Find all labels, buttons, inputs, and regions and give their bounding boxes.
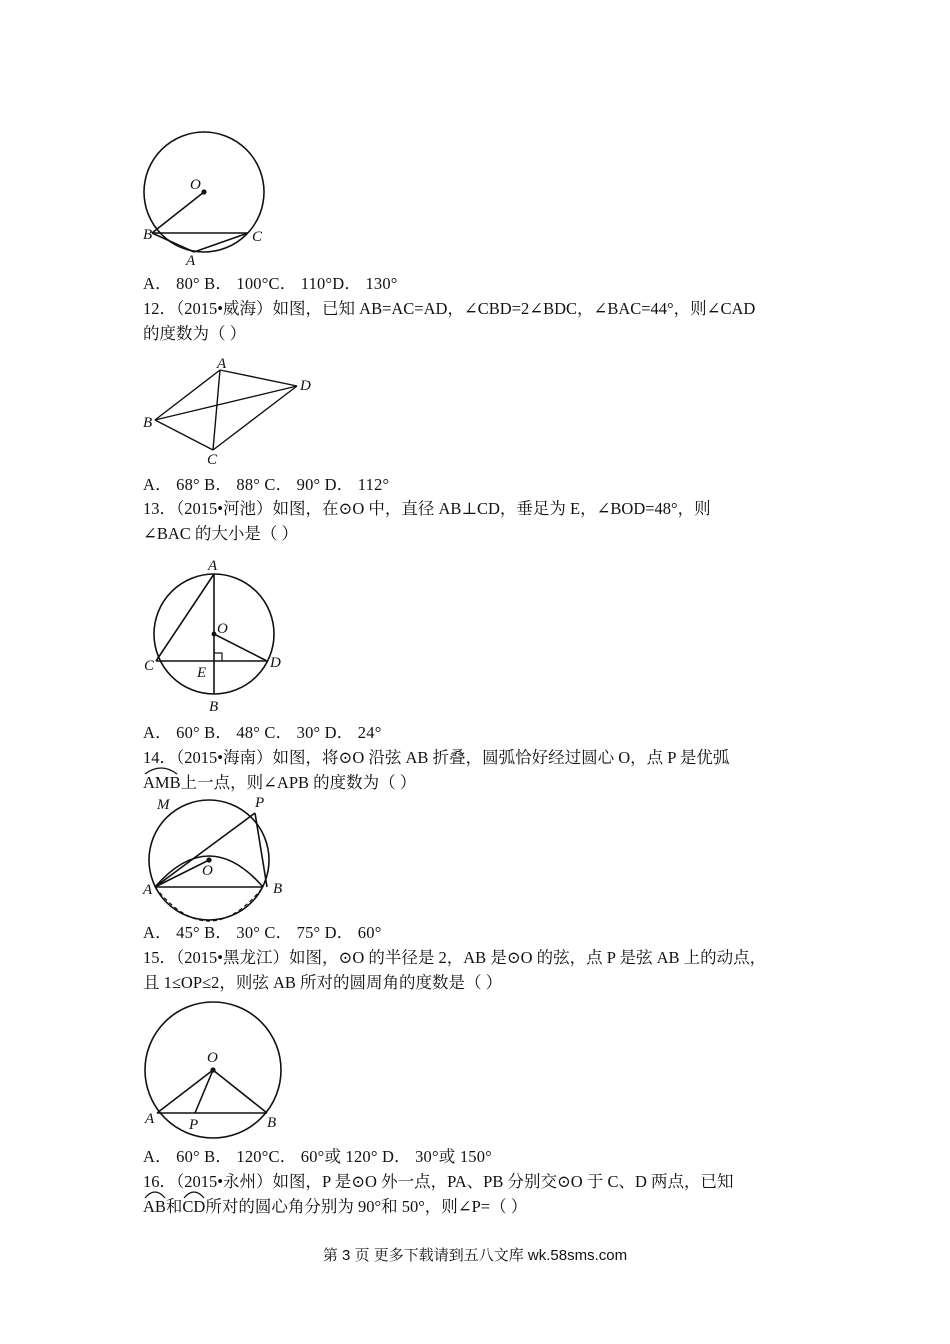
q11-options: A． 80° B． 100°C． 110°D． 130° [143,274,398,293]
q14-stem-line2 [143,771,416,795]
label-D: D [270,655,281,671]
q13-figure [135,555,305,720]
page-footer: 第 3 页 更多下载请到五八文库 wk.58sms.com [322,1247,628,1264]
q12-options: A． 68° B． 88° C． 90° D． 112° [143,475,390,494]
q16-and: 和 [165,1197,183,1216]
q13-stem-line2: ∠BAC 的大小是（ ） [143,524,299,543]
arc-CD [182,1195,205,1219]
label-O: O [207,1050,218,1066]
label-B: B [143,227,153,243]
q15-stem-line1: 15．（2015•黑龙江）如图，⊙O 的半径是 2，AB 是⊙O 的弦，点 P 是弦 AB 上的动点， [143,948,767,967]
q15-stem-line2: 且 1≤OP≤2，则弦 AB 所对的圆周角的度数是（ ） [143,973,503,992]
label-E: E [197,665,207,681]
label-M: M [157,797,170,813]
arc-AMB [143,771,181,795]
arc-AB-label: AB [143,1197,166,1216]
label-C: C [144,658,155,674]
label-B: B [267,1115,277,1131]
arc-AB [143,1195,166,1219]
q16-stem-line1: 16．（2015•永州）如图，P 是⊙O 外一点，PA、PB 分别交⊙O 于 C、D 两点，已知 [143,1172,734,1191]
label-P: P [189,1117,199,1133]
label-P: P [255,795,265,811]
label-B: B [273,881,283,897]
q16-stem-line2 [143,1195,527,1219]
label-C: C [207,452,218,468]
label-O: O [202,863,213,879]
label-O: O [217,621,228,637]
label-B: B [143,415,153,431]
q11-figure [130,125,280,275]
q12-stem-line2: 的度数为（ ） [143,324,247,343]
arc-CD-label: CD [182,1197,206,1216]
label-A: A [208,558,218,574]
q13-options: A． 60° B． 48° C． 30° D． 24° [143,723,382,742]
q14-options: A． 45° B． 30° C． 75° D． 60° [143,923,382,942]
q12-stem-line1: 12．（2015•威海）如图，已知 AB=AC=AD，∠CBD=2∠BDC，∠BAC=44°，则∠CAD [143,299,756,318]
label-A: A [145,1111,155,1127]
q14-figure [135,795,300,930]
q14-stem-line2-rest: 上一点，则∠APB 的度数为（ ） [180,773,417,792]
label-O: O [190,177,201,193]
q16-stem-line2-rest: 所对的圆心角分别为 90°和 50°，则∠P=（ ） [205,1197,528,1216]
label-D: D [300,378,311,394]
label-A: A [186,253,196,269]
q13-stem-line1: 13．（2015•河池）如图，在⊙O 中，直径 AB⊥CD，垂足为 E，∠BOD=48°，则 [143,499,711,518]
arc-AMB-label: AMB [143,773,181,792]
q14-stem-line1: 14．（2015•海南）如图，将⊙O 沿弦 AB 折叠，圆弧恰好经过圆心 O，点 P 是优弧 [143,748,730,767]
q15-figure [135,1000,300,1145]
q15-options: A． 60° B． 120°C． 60°或 120° D． 30°或 150° [143,1147,492,1166]
label-B: B [209,699,219,715]
label-A: A [217,356,227,372]
q12-figure [135,350,325,470]
label-A: A [143,882,153,898]
label-C: C [252,229,263,245]
